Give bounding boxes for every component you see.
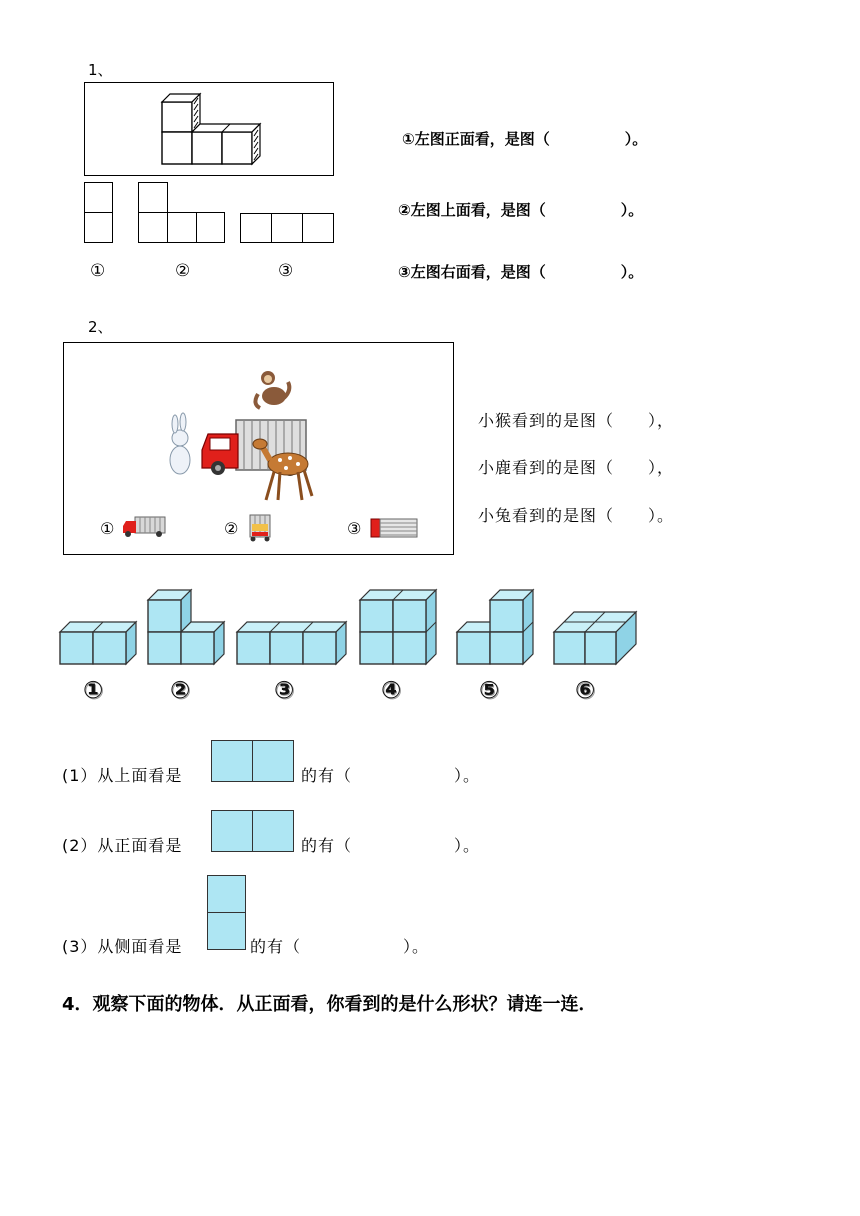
q2-question-1: 小猴看到的是图（ ）， [478, 411, 675, 430]
q1-label-3: ③ [278, 261, 294, 281]
q1-cube-figure [150, 90, 270, 170]
q2-scene [150, 360, 320, 510]
q2-number: 2、 [88, 318, 113, 336]
q3-stack-3 [236, 620, 348, 668]
q4-title: 4．观察下面的物体．从正面看，你看到的是什么形状？请连一连． [62, 994, 597, 1015]
q3-label-4: ④ [381, 676, 402, 704]
q1-question-1: ①左图正面看，是图（ ）。 [402, 130, 648, 148]
q2-question-3: 小兔看到的是图（ ）。 [478, 506, 675, 525]
q3-stack-2 [147, 588, 227, 668]
q3-stack-1 [59, 620, 139, 668]
q3-question-2-suffix: 的有（ ）。 [301, 836, 481, 855]
q1-question-3: ③左图右面看，是图（ ）。 [398, 263, 644, 281]
q3-stack-4 [359, 588, 439, 668]
q1-label-2: ② [175, 261, 191, 281]
q3-stack-6 [553, 610, 639, 668]
q3-question-1-suffix: 的有（ ）。 [301, 766, 481, 785]
q1-number: 1、 [88, 61, 113, 79]
q2-option-1-icon [121, 514, 167, 540]
q3-label-3: ③ [274, 676, 295, 704]
q2-option-3-icon [370, 517, 418, 539]
q3-question-3-prefix: (3）从侧面看是 [62, 937, 183, 956]
q2-option-2-icon [247, 512, 273, 542]
q2-label-3: ③ [347, 519, 362, 538]
q1-question-2: ②左图上面看，是图（ ）。 [398, 201, 644, 219]
q3-label-1: ① [83, 676, 104, 704]
q2-question-2: 小鹿看到的是图（ ）， [478, 458, 675, 477]
q3-question-3-suffix: 的有（ ）。 [250, 937, 430, 956]
q3-question-2-prefix: (2）从正面看是 [62, 836, 183, 855]
q3-label-6: ⑥ [575, 676, 596, 704]
q1-label-1: ① [90, 261, 106, 281]
q3-label-5: ⑤ [479, 676, 500, 704]
q2-label-1: ① [100, 519, 115, 538]
q3-stack-5 [456, 588, 536, 668]
q3-question-1-prefix: (1）从上面看是 [62, 766, 183, 785]
q2-label-2: ② [224, 519, 239, 538]
q3-label-2: ② [170, 676, 191, 704]
